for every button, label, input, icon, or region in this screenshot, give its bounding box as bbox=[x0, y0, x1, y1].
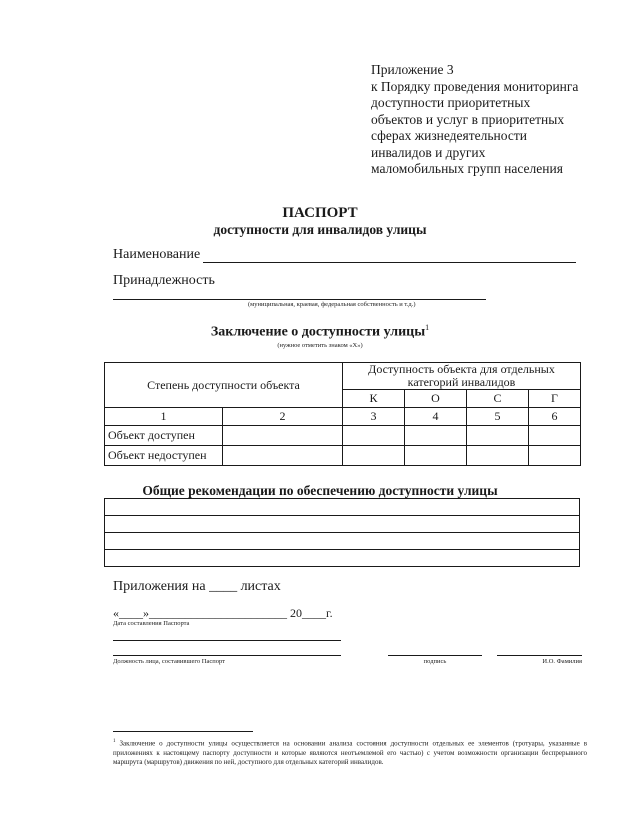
ownership-hint: (муниципальная, краевая, федеральная собственность и т.д.) bbox=[248, 301, 416, 308]
table-cell[interactable] bbox=[223, 446, 343, 466]
conclusion-title bbox=[0, 323, 640, 341]
recommendation-row bbox=[105, 516, 580, 533]
document-title: ПАСПОРТ bbox=[282, 205, 358, 221]
footnote-mark: 1 bbox=[113, 739, 116, 744]
header-category-accessibility-text: Доступность объекта для отдельных категорий инвалидов bbox=[368, 362, 555, 389]
appendix-reference bbox=[371, 62, 611, 178]
recommendation-row bbox=[105, 550, 580, 567]
name-caption: И.О. Фамилия bbox=[542, 658, 582, 665]
column-number: 2 bbox=[223, 408, 343, 426]
table-cell[interactable] bbox=[529, 446, 581, 466]
footnote-text: Заключение о доступности улицы осуществляется на основании анализа состояния доступности отдельных ее элементов (тротуары, указанные в приложениях к настоящему паспорту доступности и которые являются неотъемлемой его частью) с учетом возможности организации беспрерывного маршрута (маршрутов) движения по ней, доступного для отдельных категорий инвалидов. bbox=[113, 739, 588, 767]
date-line[interactable]: «____»_______________________ 20____г. bbox=[113, 606, 333, 620]
table-cell[interactable] bbox=[405, 426, 467, 446]
appendix-line: сферах жизнедеятельности bbox=[371, 128, 527, 143]
column-number: 5 bbox=[467, 408, 529, 426]
recommendation-row bbox=[105, 533, 580, 550]
conclusion-hint: (нужное отметить знаком «Х») bbox=[277, 342, 363, 349]
recommendation-cell[interactable] bbox=[105, 533, 580, 550]
header-accessibility-degree-text: Степень доступности объекта bbox=[147, 377, 300, 392]
ownership-label: Принадлежность bbox=[113, 273, 215, 288]
table-cell[interactable] bbox=[467, 426, 529, 446]
recommendation-cell[interactable] bbox=[105, 550, 580, 567]
document-subtitle: доступности для инвалидов улицы bbox=[213, 222, 427, 237]
name-label: Наименование bbox=[113, 247, 201, 262]
column-number: 1 bbox=[105, 408, 223, 426]
row-label-inaccessible: Объект недоступен bbox=[105, 446, 223, 466]
category-o: О bbox=[405, 390, 467, 408]
conclusion-title-text: Заключение о доступности улицы bbox=[210, 324, 426, 340]
appendix-line: Приложение 3 bbox=[371, 62, 454, 77]
recommendation-cell[interactable] bbox=[105, 516, 580, 533]
table-cell[interactable] bbox=[529, 426, 581, 446]
row-label-accessible: Объект доступен bbox=[105, 426, 223, 446]
column-number: 4 bbox=[405, 408, 467, 426]
table-cell[interactable] bbox=[405, 446, 467, 466]
table-cell[interactable] bbox=[343, 426, 405, 446]
recommendations-table bbox=[104, 498, 580, 567]
footnote bbox=[113, 737, 587, 768]
footnote-separator bbox=[113, 731, 253, 732]
table-row bbox=[105, 446, 581, 466]
table-cell[interactable] bbox=[467, 446, 529, 466]
column-number: 3 bbox=[343, 408, 405, 426]
appendix-line: инвалидов и других bbox=[371, 144, 486, 160]
category-s: С bbox=[467, 390, 529, 408]
category-g: Г bbox=[529, 390, 581, 408]
accessibility-table bbox=[104, 362, 581, 466]
attachments-text: Приложения на ____ листах bbox=[113, 579, 281, 594]
footnote-reference: 1 bbox=[425, 323, 430, 332]
recommendation-cell[interactable] bbox=[105, 499, 580, 516]
header-category-accessibility bbox=[343, 363, 581, 390]
appendix-line: маломобильных групп населения bbox=[371, 161, 563, 176]
column-number: 6 bbox=[529, 408, 581, 426]
header-accessibility-degree bbox=[105, 363, 343, 408]
appendix-line: доступности приоритетных bbox=[371, 95, 531, 110]
appendix-line: объектов и услуг в приоритетных bbox=[371, 111, 565, 127]
name-field-line[interactable] bbox=[203, 262, 576, 263]
table-cell[interactable] bbox=[343, 446, 405, 466]
appendix-line: к Порядку проведения мониторинга bbox=[371, 78, 579, 94]
table-cell[interactable] bbox=[223, 426, 343, 446]
name-line[interactable] bbox=[497, 655, 582, 656]
table-row bbox=[105, 426, 581, 446]
position-line[interactable] bbox=[113, 655, 341, 656]
position-line[interactable] bbox=[113, 640, 341, 641]
recommendations-title: Общие рекомендации по обеспечению доступности улицы bbox=[142, 483, 498, 498]
category-k: К bbox=[343, 390, 405, 408]
ownership-field-line[interactable] bbox=[113, 299, 486, 300]
recommendation-row bbox=[105, 499, 580, 516]
date-caption: Дата составления Паспорта bbox=[113, 620, 190, 627]
signature-caption: подпись bbox=[423, 658, 447, 665]
signature-line[interactable] bbox=[388, 655, 482, 656]
position-caption: Должность лица, составившего Паспорт bbox=[113, 658, 225, 665]
